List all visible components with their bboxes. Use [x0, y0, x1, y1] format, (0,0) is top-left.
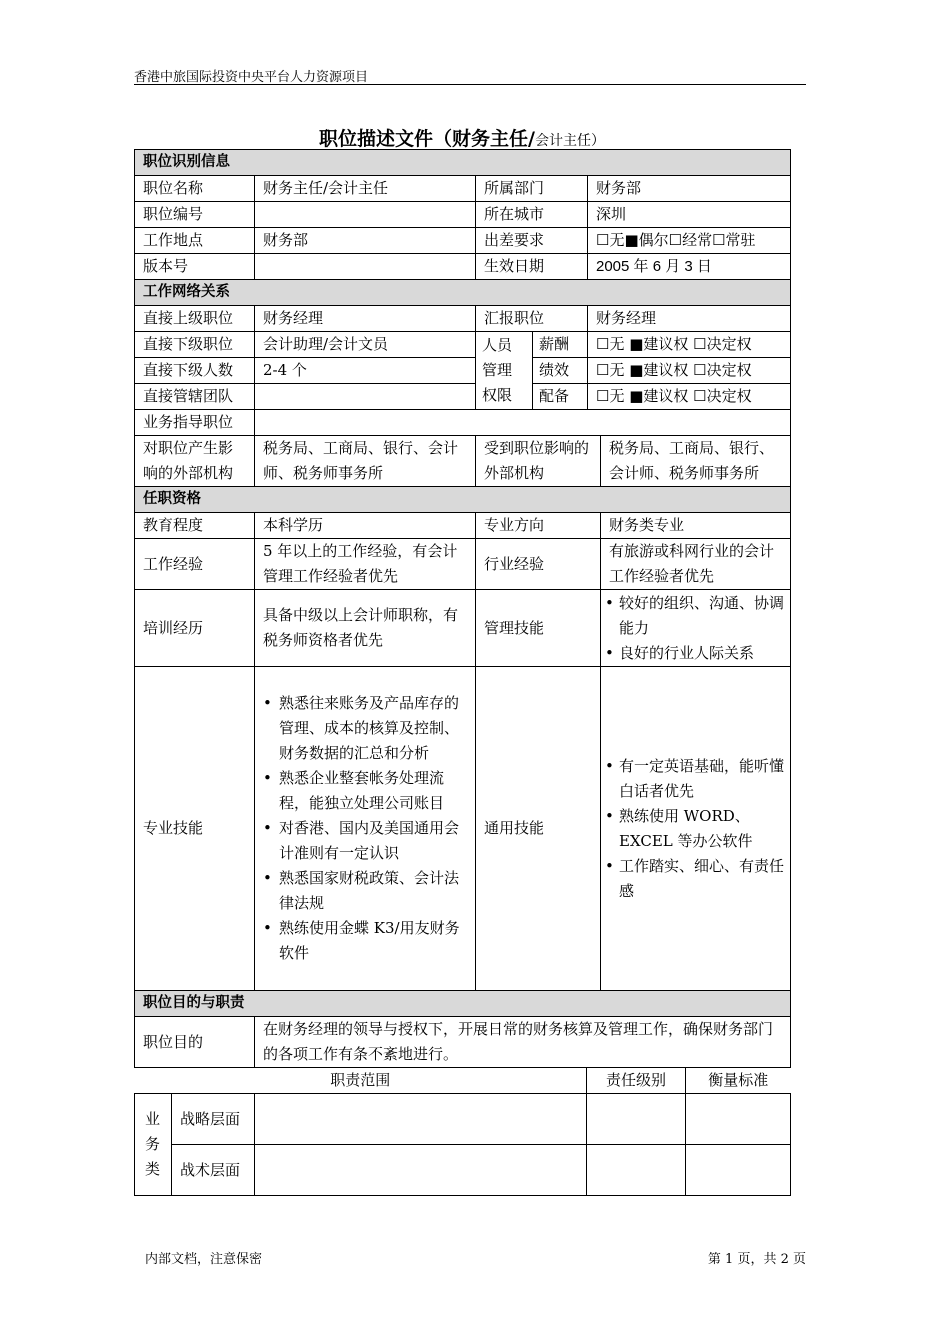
layer-strategic: 战略层面 — [172, 1094, 255, 1145]
value-affecting-orgs: 税务局、工商局、银行、会计师、税务师事务所 — [255, 436, 476, 487]
category-char-3: 类 — [145, 1160, 161, 1178]
list-item: • 有一定英语基础，能听懂白话者优先 — [605, 754, 786, 804]
value-work-experience: 5 年以上的工作经验，有会计管理工作经验者优先 — [255, 539, 476, 590]
label-guided-position: 业务指导职位 — [135, 410, 255, 436]
qualification-table — [134, 435, 791, 1068]
list-item: • 熟练使用 WORD、EXCEL 等办公软件 — [605, 804, 786, 854]
label-work-location: 工作地点 — [135, 228, 255, 254]
label-authority — [476, 332, 533, 410]
footer-confidential: 内部文档，注意保密 — [145, 1252, 263, 1267]
value-general-skills — [601, 667, 791, 991]
label-report-to: 汇报职位 — [476, 306, 588, 332]
authority-name-staffing: 配备 — [533, 384, 588, 410]
value-industry-experience: 有旅游或科网行业的会计工作经验者优先 — [601, 539, 791, 590]
value-report-to: 财务经理 — [588, 306, 791, 332]
list-item: • 熟练使用金蝶 K3/用友财务软件 — [261, 916, 469, 966]
page-header: 香港中旅国际投资中央平台人力资源项目 — [134, 66, 806, 85]
label-industry-experience: 行业经验 — [476, 539, 601, 590]
section-heading-responsibility: 职位目的与职责 — [135, 991, 791, 1017]
label-purpose: 职位目的 — [135, 1017, 255, 1068]
value-team — [255, 384, 476, 410]
label-city: 所在城市 — [476, 202, 588, 228]
document-title — [134, 124, 790, 151]
authority-value-performance: ☐无 ■建议权 ☐决定权 — [588, 358, 791, 384]
value-position-code — [255, 202, 476, 228]
authority-table — [134, 331, 791, 436]
value-management-skills — [601, 590, 791, 667]
responsibility-table — [134, 1067, 791, 1196]
value-subordinate-count: 2-4 个 — [255, 358, 476, 384]
scope-strategic — [255, 1094, 587, 1145]
level-strategic — [587, 1094, 686, 1145]
label-travel: 出差要求 — [476, 228, 588, 254]
col-header-scope: 职责范围 — [135, 1068, 587, 1094]
col-header-measure: 衡量标准 — [686, 1068, 791, 1094]
footer-page-number: 第 1 页，共 2 页 — [707, 1252, 806, 1267]
level-tactical — [587, 1145, 686, 1196]
value-position-name: 财务主任/会计主任 — [255, 176, 476, 202]
section-heading-identification: 职位识别信息 — [135, 150, 791, 176]
label-major: 专业方向 — [476, 513, 601, 539]
authority-char-1: 人员 — [482, 336, 513, 354]
professional-skills-list — [261, 691, 469, 966]
label-team: 直接管辖团队 — [135, 384, 255, 410]
category-char-1: 业 — [145, 1110, 161, 1128]
label-affecting-orgs: 对职位产生影响的外部机构 — [135, 436, 255, 487]
label-affected-orgs: 受到职位影响的外部机构 — [476, 436, 601, 487]
category-char-2: 务 — [145, 1135, 161, 1153]
list-item: • 良好的行业人际关系 — [605, 641, 786, 666]
label-professional-skills: 专业技能 — [135, 667, 255, 991]
scope-tactical — [255, 1145, 587, 1196]
label-superior: 直接上级职位 — [135, 306, 255, 332]
label-effective-date: 生效日期 — [476, 254, 588, 280]
label-management-skills: 管理技能 — [476, 590, 601, 667]
label-subordinate: 直接下级职位 — [135, 332, 255, 358]
section-heading-network: 工作网络关系 — [135, 280, 791, 306]
label-general-skills: 通用技能 — [476, 667, 601, 991]
value-major: 财务类专业 — [601, 513, 791, 539]
section-heading-qualification: 任职资格 — [135, 487, 791, 513]
authority-value-staffing: ☐无 ■建议权 ☐决定权 — [588, 384, 791, 410]
label-version: 版本号 — [135, 254, 255, 280]
value-professional-skills — [255, 667, 476, 991]
value-version — [255, 254, 476, 280]
list-item: • 对香港、国内及美国通用会计准则有一定认识 — [261, 816, 469, 866]
title-sub: 会计主任） — [534, 133, 605, 149]
value-subordinate: 会计助理/会计文员 — [255, 332, 476, 358]
value-effective-date: 2005 年 6 月 3 日 — [588, 254, 791, 280]
title-main: 职位描述文件（财务主任/ — [319, 128, 535, 150]
management-skills-list — [605, 591, 786, 666]
value-work-location: 财务部 — [255, 228, 476, 254]
category-business — [135, 1094, 172, 1196]
value-superior: 财务经理 — [255, 306, 476, 332]
authority-char-2: 管理 — [482, 361, 513, 379]
authority-name-salary: 薪酬 — [533, 332, 588, 358]
layer-tactical: 战术层面 — [172, 1145, 255, 1196]
label-work-experience: 工作经验 — [135, 539, 255, 590]
label-subordinate-count: 直接下级人数 — [135, 358, 255, 384]
value-purpose: 在财务经理的领导与授权下，开展日常的财务核算及管理工作，确保财务部门的各项工作有条不紊地进行。 — [255, 1017, 791, 1068]
authority-char-3: 权限 — [482, 386, 513, 404]
value-guided-position — [255, 410, 791, 436]
value-training: 具备中级以上会计师职称，有税务师资格者优先 — [255, 590, 476, 667]
measure-tactical — [686, 1145, 791, 1196]
value-education: 本科学历 — [255, 513, 476, 539]
label-position-name: 职位名称 — [135, 176, 255, 202]
col-header-level: 责任级别 — [587, 1068, 686, 1094]
job-description-form — [134, 149, 791, 1196]
value-city: 深圳 — [588, 202, 791, 228]
value-affected-orgs: 税务局、工商局、银行、会计师、税务师事务所 — [601, 436, 791, 487]
label-position-code: 职位编号 — [135, 202, 255, 228]
authority-name-performance: 绩效 — [533, 358, 588, 384]
general-skills-list — [605, 754, 786, 904]
info-table — [134, 149, 791, 332]
value-department: 财务部 — [588, 176, 791, 202]
label-training: 培训经历 — [135, 590, 255, 667]
label-department: 所属部门 — [476, 176, 588, 202]
label-education: 教育程度 — [135, 513, 255, 539]
list-item: • 熟悉国家财税政策、会计法律法规 — [261, 866, 469, 916]
measure-strategic — [686, 1094, 791, 1145]
list-item: • 较好的组织、沟通、协调能力 — [605, 591, 786, 641]
list-item: • 熟悉企业整套帐务处理流程，能独立处理公司账目 — [261, 766, 469, 816]
list-item: • 工作踏实、细心、有责任感 — [605, 854, 786, 904]
list-item: • 熟悉往来账务及产品库存的管理、成本的核算及控制、财务数据的汇总和分析 — [261, 691, 469, 766]
authority-value-salary: ☐无 ■建议权 ☐决定权 — [588, 332, 791, 358]
value-travel: ☐无■偶尔☐经常☐常驻 — [588, 228, 791, 254]
